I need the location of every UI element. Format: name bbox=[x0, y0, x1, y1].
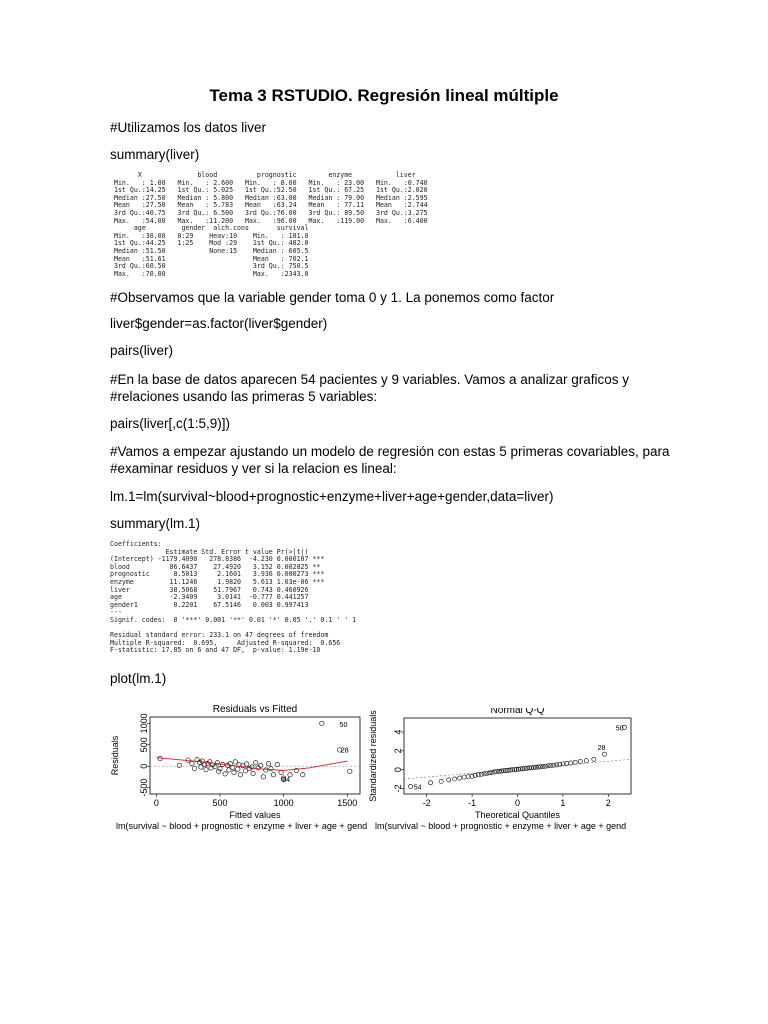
qq-reference-line bbox=[404, 759, 631, 779]
code-summary-liver: summary(liver) bbox=[110, 147, 200, 162]
residual-point bbox=[251, 771, 255, 775]
qq-point bbox=[453, 777, 457, 781]
qq-point bbox=[408, 784, 412, 788]
residual-point bbox=[233, 760, 237, 764]
summary-output-line: 1st Qu.:14.25 1st Qu.: 5.025 1st Qu.:52.50 1st Qu.: 67.25 1st Qu.:2.020 bbox=[113, 186, 428, 195]
summary-output-line: Min. : 1.00 Min. : 2.600 Min. : 8.00 Min. : 23.00 Min. :0.740 bbox=[113, 178, 428, 187]
chart-title: Residuals vs Fitted bbox=[212, 704, 298, 715]
y-tick-label: 500 bbox=[139, 737, 149, 753]
residual-point bbox=[301, 773, 305, 777]
coefficients-output-line: prognostic 8.5013 2.1601 3.936 0.000273 *** bbox=[110, 570, 325, 579]
outlier-label: 54 bbox=[413, 784, 422, 792]
residual-point bbox=[236, 767, 240, 771]
outlier-label: 28 bbox=[340, 747, 349, 755]
x-tick-label: 0 bbox=[153, 798, 159, 808]
residual-point bbox=[190, 761, 194, 765]
summary-output-line: Min. :30.00 0:29 Heav:10 Min. : 181.0 bbox=[113, 231, 309, 240]
coefficients-output-line: F-statistic: 17.85 on 6 and 47 DF, p-value: 1.19e-10 bbox=[110, 646, 321, 655]
y-axis-label: Standardized residuals bbox=[369, 710, 378, 802]
comment-model-line2: #examinar residuos y ver si la relacion es lineal: bbox=[110, 461, 397, 476]
summary-output-line: X blood prognostic enzyme liver bbox=[137, 171, 416, 179]
plot-frame bbox=[404, 718, 631, 794]
y-axis-label: Residuals bbox=[110, 735, 120, 776]
code-summary-lm: summary(lm.1) bbox=[110, 516, 200, 531]
summary-output-line: Mean :51.61 Mean : 702.1 bbox=[113, 254, 309, 263]
residual-point bbox=[320, 721, 324, 725]
y-tick-label: -2 bbox=[393, 784, 403, 793]
coefficients-output-line: blood 86.6437 27.4920 3.152 0.002825 ** bbox=[110, 562, 321, 571]
residuals-vs-fitted-svg bbox=[108, 704, 372, 846]
qq-point bbox=[602, 752, 606, 756]
residual-point bbox=[177, 763, 181, 767]
comment-patients-line2: #relaciones usando las primeras 5 variables: bbox=[110, 389, 378, 404]
code-plot-lm: plot(lm.1) bbox=[110, 671, 167, 686]
x-tick-label: 1000 bbox=[273, 798, 294, 808]
y-tick-label: 0 bbox=[393, 767, 403, 773]
summary-output-line: 3rd Qu.:40.75 3rd Qu.: 6.500 3rd Qu.:76.00 3rd Qu.: 89.50 3rd Qu.:3.275 bbox=[113, 208, 428, 217]
residual-point bbox=[238, 773, 242, 777]
y-tick-label: 1000 bbox=[139, 713, 149, 734]
summary-output-line: Median :51.50 None:15 Median : 605.5 bbox=[113, 246, 309, 255]
x-tick-label: 2 bbox=[605, 798, 611, 808]
coefficients-output-line: age -2.3409 3.0141 -0.777 0.441257 bbox=[110, 593, 309, 602]
comment-gender: #Observamos que la variable gender toma 0 y 1. La ponemos como factor bbox=[110, 290, 555, 305]
lowess-smooth-line bbox=[156, 758, 347, 771]
outlier-label: 54 bbox=[282, 777, 291, 785]
x-axis-label: Fitted values bbox=[229, 810, 281, 820]
coefficients-output-line: --- bbox=[110, 608, 122, 617]
residual-point bbox=[203, 762, 207, 766]
x-tick-label: 1 bbox=[560, 798, 566, 808]
model-formula-caption: lm(survival ~ blood + prognostic + enzyme + liver + age + gend bbox=[375, 821, 627, 831]
summary-output bbox=[110, 172, 436, 278]
summary-output-line: age gender alch.cons survival bbox=[133, 224, 309, 233]
comment-model-line1: #Vamos a empezar ajustando un modelo de regresión con estas 5 primeras covariables, para bbox=[110, 444, 670, 459]
y-tick-label: 0 bbox=[139, 763, 149, 769]
x-tick-label: 500 bbox=[212, 798, 228, 808]
residual-point bbox=[232, 770, 236, 774]
qq-point bbox=[592, 757, 596, 761]
residual-point bbox=[259, 763, 263, 767]
summary-output-line: 3rd Qu.:60.50 3rd Qu.: 750.5 bbox=[113, 262, 309, 271]
residual-point bbox=[348, 769, 352, 773]
residual-point bbox=[223, 772, 227, 776]
qq-point bbox=[458, 776, 462, 780]
model-formula-caption: lm(survival ~ blood + prognostic + enzyme + liver + age + gend bbox=[116, 821, 368, 831]
y-tick-label: -500 bbox=[139, 778, 149, 797]
qq-point bbox=[439, 779, 443, 783]
coefficients-output-line: liver 38.5068 51.7967 0.743 0.460926 bbox=[110, 585, 309, 594]
residual-point bbox=[215, 761, 219, 765]
qq-point bbox=[573, 760, 577, 764]
residual-point bbox=[261, 775, 265, 779]
comment-use-data: #Utilizamos los datos liver bbox=[110, 120, 267, 135]
code-as-factor: liver$gender=as.factor(liver$gender) bbox=[110, 316, 328, 331]
x-tick-label: 0 bbox=[514, 798, 521, 808]
residual-point bbox=[279, 770, 283, 774]
coefficients-output-line: Signif. codes: 0 '***' 0.001 '**' 0.01 '*' 0.05 '.' 0.1 ' ' 1 bbox=[110, 615, 357, 624]
qq-point bbox=[462, 775, 466, 779]
outlier-label: 50 bbox=[339, 721, 348, 729]
summary-output-line: Max. :70.00 Max. :2343.0 bbox=[113, 269, 309, 278]
x-tick-label: -2 bbox=[422, 798, 431, 808]
x-tick-label: 1500 bbox=[337, 798, 358, 808]
residual-point bbox=[269, 767, 273, 771]
coefficients-output-line: Residual standard error: 233.1 on 47 degrees of freedom bbox=[110, 631, 329, 640]
x-axis-label: Theoretical Quantiles bbox=[474, 810, 561, 820]
residual-point bbox=[218, 767, 222, 771]
coefficients-output-line: Coefficients: bbox=[110, 540, 162, 548]
x-tick-label: -1 bbox=[468, 798, 477, 808]
qq-point bbox=[584, 759, 588, 763]
normal-qq-plot bbox=[369, 708, 639, 846]
summary-output-line: 1st Qu.:44.25 1:25 Mod :29 1st Qu.: 482.0 bbox=[113, 239, 309, 248]
residual-point bbox=[217, 769, 221, 773]
coefficients-output-line: Multiple R-squared: 0.695, Adjusted R-squared: 0.656 bbox=[110, 638, 341, 647]
code-pairs-subset: pairs(liver[,c(1:5,9)]) bbox=[110, 416, 231, 431]
residual-point bbox=[266, 761, 270, 765]
qq-point bbox=[428, 781, 432, 785]
comment-patients-line1: #En la base de datos aparecen 54 pacientes y 9 variables. Vamos a analizar graficos y bbox=[110, 372, 630, 387]
qq-point bbox=[578, 759, 582, 763]
qq-point bbox=[569, 761, 573, 765]
residual-point bbox=[192, 766, 196, 770]
code-lm-model: lm.1=lm(survival~blood+prognostic+enzyme+liver+age+gender,data=liver) bbox=[110, 489, 554, 504]
outlier-label: 50 bbox=[615, 725, 624, 733]
residual-point bbox=[204, 767, 208, 771]
y-tick-label: 2 bbox=[393, 748, 403, 754]
normal-qq-svg bbox=[369, 708, 639, 846]
coefficients-output bbox=[110, 541, 356, 655]
summary-output-line: Mean :27.50 Mean : 5.783 Mean :63.24 Mean : 77.11 Mean :2.744 bbox=[113, 201, 428, 210]
plot-frame bbox=[150, 717, 360, 794]
coefficients-output-line: Estimate Std. Error t value Pr(>|t|) bbox=[165, 547, 309, 556]
chart-title: Normal Q-Q bbox=[490, 708, 545, 716]
page-title: Tema 3 RSTUDIO. Regresión lineal múltiple bbox=[209, 86, 559, 105]
residuals-vs-fitted-plot bbox=[108, 704, 372, 846]
coefficients-output-line: enzyme 11.1246 1.9820 5.613 1.03e-06 *** bbox=[110, 577, 325, 586]
residual-point bbox=[197, 760, 201, 764]
outlier-label: 28 bbox=[597, 745, 606, 753]
summary-output-line: Median :27.50 Median : 5.800 Median :63.00 Median : 79.00 Median :2.595 bbox=[113, 193, 428, 202]
qq-point bbox=[447, 778, 451, 782]
residual-point bbox=[264, 768, 268, 772]
coefficients-output-line: (Intercept) -1179.4090 278.8386 -4.230 0.000107 *** bbox=[110, 555, 325, 564]
summary-output-line: Max. :54.00 Max. :11.200 Max. :96.00 Max. :119.00 Max. :6.400 bbox=[113, 216, 428, 225]
residual-point bbox=[271, 773, 275, 777]
residual-point bbox=[253, 761, 257, 765]
y-tick-label: 4 bbox=[393, 729, 403, 735]
coefficients-output-line: gender1 0.2201 67.5146 0.003 0.997413 bbox=[110, 600, 309, 609]
residual-point bbox=[275, 762, 279, 766]
code-pairs: pairs(liver) bbox=[110, 343, 174, 358]
residual-point bbox=[245, 762, 249, 766]
